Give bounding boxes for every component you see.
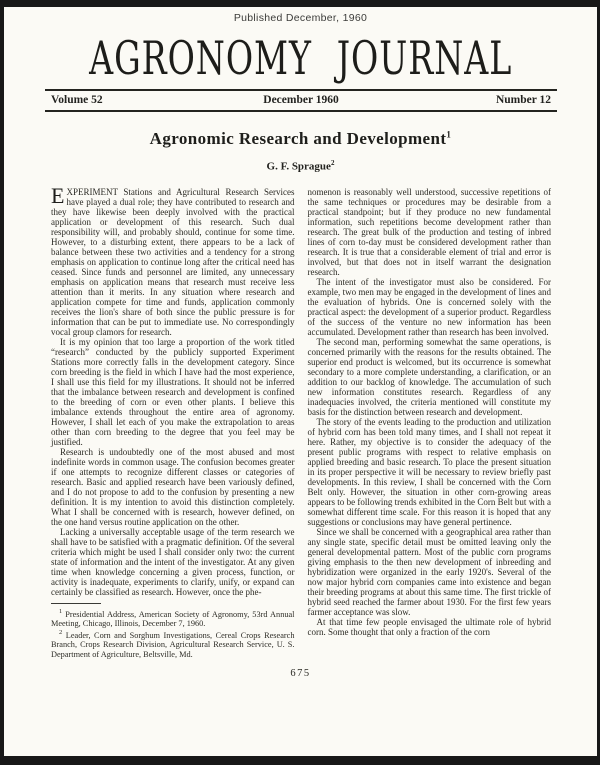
- footnote-1: [51, 607, 295, 629]
- paragraph: The story of the events leading to the production and utilization of hybrid corn has been told many times, and I shall not repeat it here. Rather, my objective is to consider the adequacy of the present public programs with respect to relative emphasis on applied breeding and basic research. To place the present situation in its proper perspective it will be necessary to review briefly past developments. In this review, I shall be concerned with the Corn Belt only. However, the situation in other corn-growing areas appears to be following trends exhibited in the Corn Belt but with a somewhat different time scale. For this reason it is hoped that any suggestions or conclusions may have general pertinence.: [307, 416, 551, 527]
- paragraph: The intent of the investigator must also be considered. For example, two men may be engaged in the development of lines and the evaluation of hybrids. One is concerned solely with the practical aspect: the development of a superior product. Regardless of the success of the venture no new information has been accumulated. Development rather than research has been involved.: [307, 276, 551, 337]
- footnote-2-marker: 2: [59, 629, 63, 637]
- volume-number: Volume 52: [51, 94, 103, 106]
- left-column: [51, 182, 295, 660]
- article-body: [51, 182, 551, 660]
- paragraph-text: XPERIMENT Stations and Agricultural Research Services have played a dual role; they have contributed to research and they have likewise been deeply involved with the practical application or development of this research. Such dual responsibility will, and probably should, continue for some time. However, to a disturbing extent, there appears to be a lack of balance between these two activities and a tendency for a strong emphasis on application to continue long after the critical need has ceased. Since funds and personnel are limited, any unnecessary emphasis on application means that research must receive less attention than it merits. In any situation where research and application compete for time and funds, application commonly receives the lion's share of both since the public pressure is for information that can be put to immediate use. No correspondingly vocal group clamors for research.: [51, 186, 295, 337]
- footnote-separator: [51, 603, 101, 604]
- page-number: 675: [290, 668, 311, 680]
- title-footnote-marker: 1: [446, 129, 452, 140]
- journal-masthead: [4, 33, 597, 85]
- author-name: G. F. Sprague: [266, 160, 331, 173]
- bottom-rule: [45, 110, 557, 112]
- footnote-1-text: Presidential Address, American Society of Agronomy, 53rd Annual Meeting, Chicago, Illinois, December 7, 1960.: [51, 609, 295, 628]
- issue-number: Number 12: [495, 94, 551, 106]
- paragraph: [51, 182, 295, 337]
- issue-date: December 1960: [263, 94, 339, 106]
- drop-cap: E: [51, 182, 65, 208]
- footnote-2-text: Leader, Corn and Sorghum Investigations, Cereal Crops Research Branch, Crops Research Division, Agricultural Research Service, U. S. Department of Agriculture, Beltsville, Md.: [51, 631, 295, 659]
- paragraph: nomenon is reasonably well understood, successive repetitions of the same techniques or procedures may be desirable from a practical standpoint; but if they produce no new fundamental information, such repetitions become development rather than research. The great bulk of the production and testing of inbred lines of corn to-day must be considered development rather than research. It is true that a considerable element of trial and error is involved, but that does not in itself warrant the designation research.: [307, 186, 551, 277]
- volume-header: [45, 89, 557, 112]
- article-title: [4, 129, 597, 149]
- paragraph: Since we shall be concerned with a geographical area rather than any single state, specific detail must be omitted leaving only the general developmental pattern. Most of the public corn programs giving emphasis to the then new development of inbreeding and hybridization were organized in the early 1920's. Several of the now major hybrid corn companies came into existence and began their breeding programs at about this same time. The first trickle of hybrid seed reached the farmer about 1930. For the first few years farmer acceptance was slow.: [307, 526, 551, 617]
- article-byline: [4, 159, 597, 173]
- footnote-1-marker: 1: [59, 607, 63, 615]
- paragraph: Research is undoubtedly one of the most abused and most indefinite words in common usage. The confusion becomes greater if one attempts to recognize different classes or categories of research. Basic and applied research have been variously defined, and I do not propose to add to the confusion by presenting a new definition. It is my intention to avoid this distinction completely. What I shall be concerned with is research, however defined, on the one hand versus routine application on the other.: [51, 446, 295, 527]
- volume-row: [45, 91, 557, 110]
- paragraph: It is my opinion that too large a proportion of the work titled “research” conducted by the publicly supported Experiment Stations more correctly falls in the development category. Since corn breeding is the field in which I have had the most experience, I shall use this field for my illustrations. It should not be inferred that the imbalance between research and development is confined to the breeding of corn or even other plants. I believe this imbalance extends throughout the entire area of agronomy. However, I shall let each of you make the extrapolation to areas other than corn breeding to the degree that you feel may be justified.: [51, 336, 295, 447]
- paragraph: Lacking a universally acceptable usage of the term research we shall have to be satisfied with a pragmatic definition. Of the several criteria which might be used I shall consider only two: the current state of information and the intent of the investigator. At any given time when knowledge concerning a given process, function, or activity is inadequate, experiments to clarify, unify, or expand can certainly be classified as research. However, once the phe-: [51, 526, 295, 597]
- published-line: Published December, 1960: [233, 12, 368, 24]
- footnote-2: [51, 628, 295, 659]
- article-title-text: Agronomic Research and Development: [149, 129, 447, 148]
- byline-footnote-marker: 2: [330, 159, 335, 167]
- paragraph: The second man, performing somewhat the same operations, is concerned primarily with the reasons for the results obtained. The superior end product is welcomed, but its occurrence is somewhat secondary to a more complete understanding, a clarification, or an addition to our backlog of knowledge. The accumulation of such new information constitutes research. Regardless of any inadequacies involved, the criteria mentioned will constitute my basis for the distinction between research and development.: [307, 336, 551, 417]
- paragraph: At that time few people envisaged the ultimate role of hybrid corn. Some thought that only a fraction of the corn: [307, 616, 551, 637]
- journal-masthead-text: AGRONOMY JOURNAL: [88, 33, 513, 86]
- right-column: [308, 187, 552, 660]
- footnotes: [51, 603, 295, 660]
